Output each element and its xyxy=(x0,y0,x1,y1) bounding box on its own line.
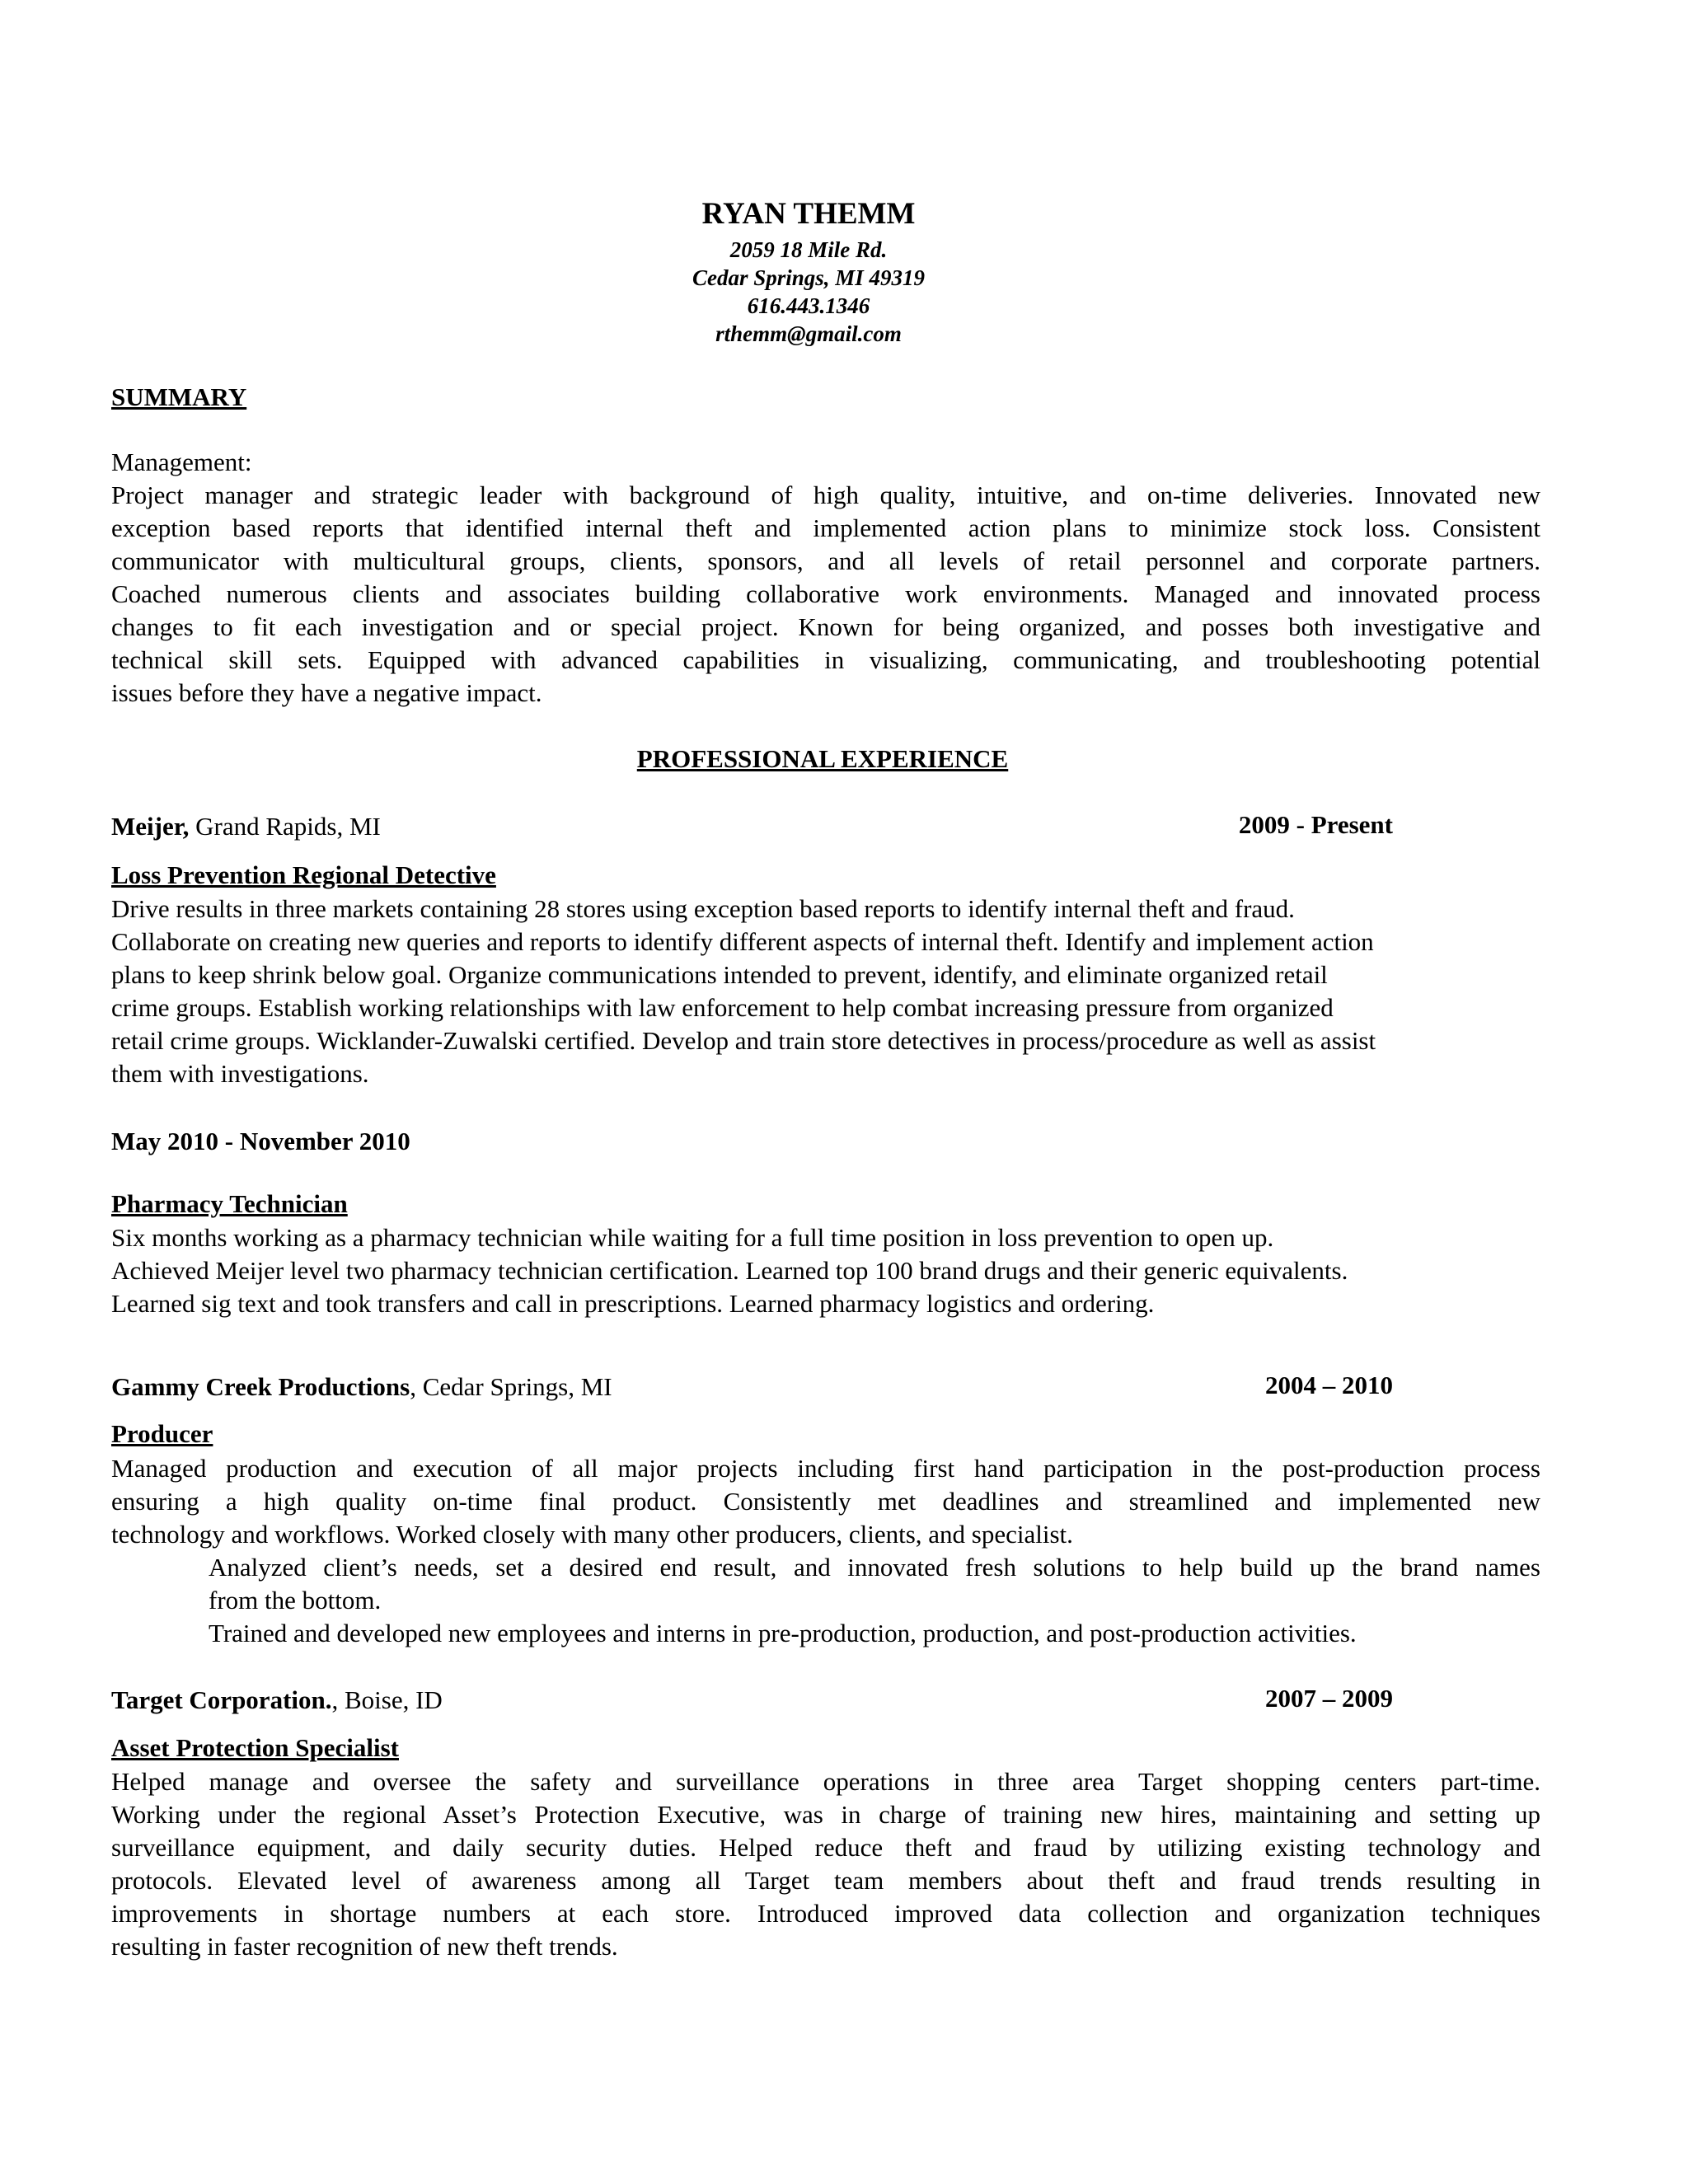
summary-line: Coached numerous clients and associates building collaborative work environments. Managed and innovated process xyxy=(111,579,1540,608)
company-name: Meijer, xyxy=(111,812,190,841)
description-line: Helped manage and oversee the safety and surveillance operations in three area Target shopping centers part-time. xyxy=(111,1767,1540,1796)
address-line-2: Cedar Springs, MI 49319 xyxy=(692,265,926,290)
summary-heading: SUMMARY xyxy=(111,382,247,411)
description-line: retail crime groups. Wicklander-Zuwalski certified. Develop and train store detectives in process/procedure as well as assist xyxy=(111,1026,1376,1055)
target-description-last: resulting in faster recognition of new theft trends. xyxy=(111,1932,618,1961)
meijer-job-title: Loss Prevention Regional Detective xyxy=(111,860,496,889)
description-line: Six months working as a pharmacy technician while waiting for a full time position in loss prevention to open up. xyxy=(111,1223,1274,1252)
description-line: ensuring a high quality on-time final product. Consistently met deadlines and streamlined and implemented new xyxy=(111,1487,1540,1516)
description-line: improvements in shortage numbers at each store. Introduced improved data collection and organization techniques xyxy=(111,1899,1540,1928)
target-description xyxy=(111,1765,1540,1930)
description-line: Drive results in three markets containing 28 stores using exception based reports to identify internal theft and fraud. xyxy=(111,894,1295,923)
description-line: crime groups. Establish working relationships with law enforcement to help combat increasing pressure from organized xyxy=(111,993,1334,1022)
description-line: Managed production and execution of all major projects including first hand participation in the post-production process xyxy=(111,1454,1540,1483)
pharmacy-dates: May 2010 - November 2010 xyxy=(111,1127,410,1155)
description-line: surveillance equipment, and daily security duties. Helped reduce theft and fraud by utilizing existing technology and xyxy=(111,1833,1540,1862)
pharmacy-job-title: Pharmacy Technician xyxy=(111,1189,348,1218)
summary-line: communicator with multicultural groups, clients, sponsors, and all levels of retail personnel and corporate partners. xyxy=(111,546,1540,575)
description-line: them with investigations. xyxy=(111,1059,369,1088)
gammy-dates: 2004 – 2010 xyxy=(1265,1371,1393,1399)
email-address: rthemm@gmail.com xyxy=(715,321,902,346)
meijer-dates: 2009 - Present xyxy=(1238,810,1393,839)
gammy-employer xyxy=(111,1371,612,1404)
description-line: Achieved Meijer level two pharmacy technician certification. Learned top 100 brand drugs and their generic equivalents. xyxy=(111,1256,1348,1285)
company-location: , Boise, ID xyxy=(331,1685,443,1714)
gammy-description xyxy=(111,1452,1540,1518)
gammy-job-title: Producer xyxy=(111,1419,213,1448)
summary-line: changes to fit each investigation and or special project. Known for being organized, and posses both investigative and xyxy=(111,612,1540,641)
accomplishment-line: from the bottom. xyxy=(209,1586,382,1615)
description-line: protocols. Elevated level of awareness among all Target team members about theft and fraud trends resulting in xyxy=(111,1866,1540,1895)
target-employer xyxy=(111,1684,443,1717)
accomplishment-line: Analyzed client’s needs, set a desired end result, and innovated fresh solutions to help build up the brand names xyxy=(209,1553,1540,1582)
company-name: Target Corporation. xyxy=(111,1685,332,1714)
company-location: Grand Rapids, MI xyxy=(189,812,381,841)
meijer-employer xyxy=(111,810,381,843)
summary-line-last: issues before they have a negative impact. xyxy=(111,678,542,707)
summary-line: exception based reports that identified internal theft and implemented action plans to minimize stock loss. Consistent xyxy=(111,513,1540,542)
experience-heading: PROFESSIONAL EXPERIENCE xyxy=(636,744,1009,773)
summary-line: Project manager and strategic leader with background of high quality, intuitive, and on-time deliveries. Innovated new xyxy=(111,480,1540,509)
candidate-name: RYAN THEMM xyxy=(701,197,916,231)
gammy-description-last: technology and workflows. Worked closely with many other producers, clients, and specialist. xyxy=(111,1520,1073,1549)
address-line-1: 2059 18 Mile Rd. xyxy=(729,237,888,262)
description-line: Working under the regional Asset’s Protection Executive, was in charge of training new hires, maintaining and setting up xyxy=(111,1800,1540,1829)
company-location: , Cedar Springs, MI xyxy=(410,1372,612,1401)
pharmacy-description xyxy=(111,1221,1540,1320)
description-line: plans to keep shrink below goal. Organize communications intended to prevent, identify, and eliminate organized retail xyxy=(111,960,1328,989)
phone-number: 616.443.1346 xyxy=(747,293,870,318)
gammy-accomplishment-1 xyxy=(209,1551,1540,1584)
company-name: Gammy Creek Productions xyxy=(111,1372,410,1401)
summary-line: technical skill sets. Equipped with advanced capabilities in visualizing, communicating, and troubleshooting potential xyxy=(111,645,1540,674)
meijer-description xyxy=(111,893,1540,1090)
description-line: Collaborate on creating new queries and reports to identify different aspects of internal theft. Identify and implement action xyxy=(111,927,1374,956)
summary-paragraph xyxy=(111,479,1540,677)
target-job-title: Asset Protection Specialist xyxy=(111,1733,399,1762)
target-dates: 2007 – 2009 xyxy=(1265,1684,1393,1713)
summary-subheading: Management: xyxy=(111,448,252,476)
gammy-accomplishment-2: Trained and developed new employees and interns in pre-production, production, and post-production activities. xyxy=(209,1619,1357,1647)
description-line: Learned sig text and took transfers and call in prescriptions. Learned pharmacy logistics and ordering. xyxy=(111,1289,1155,1318)
